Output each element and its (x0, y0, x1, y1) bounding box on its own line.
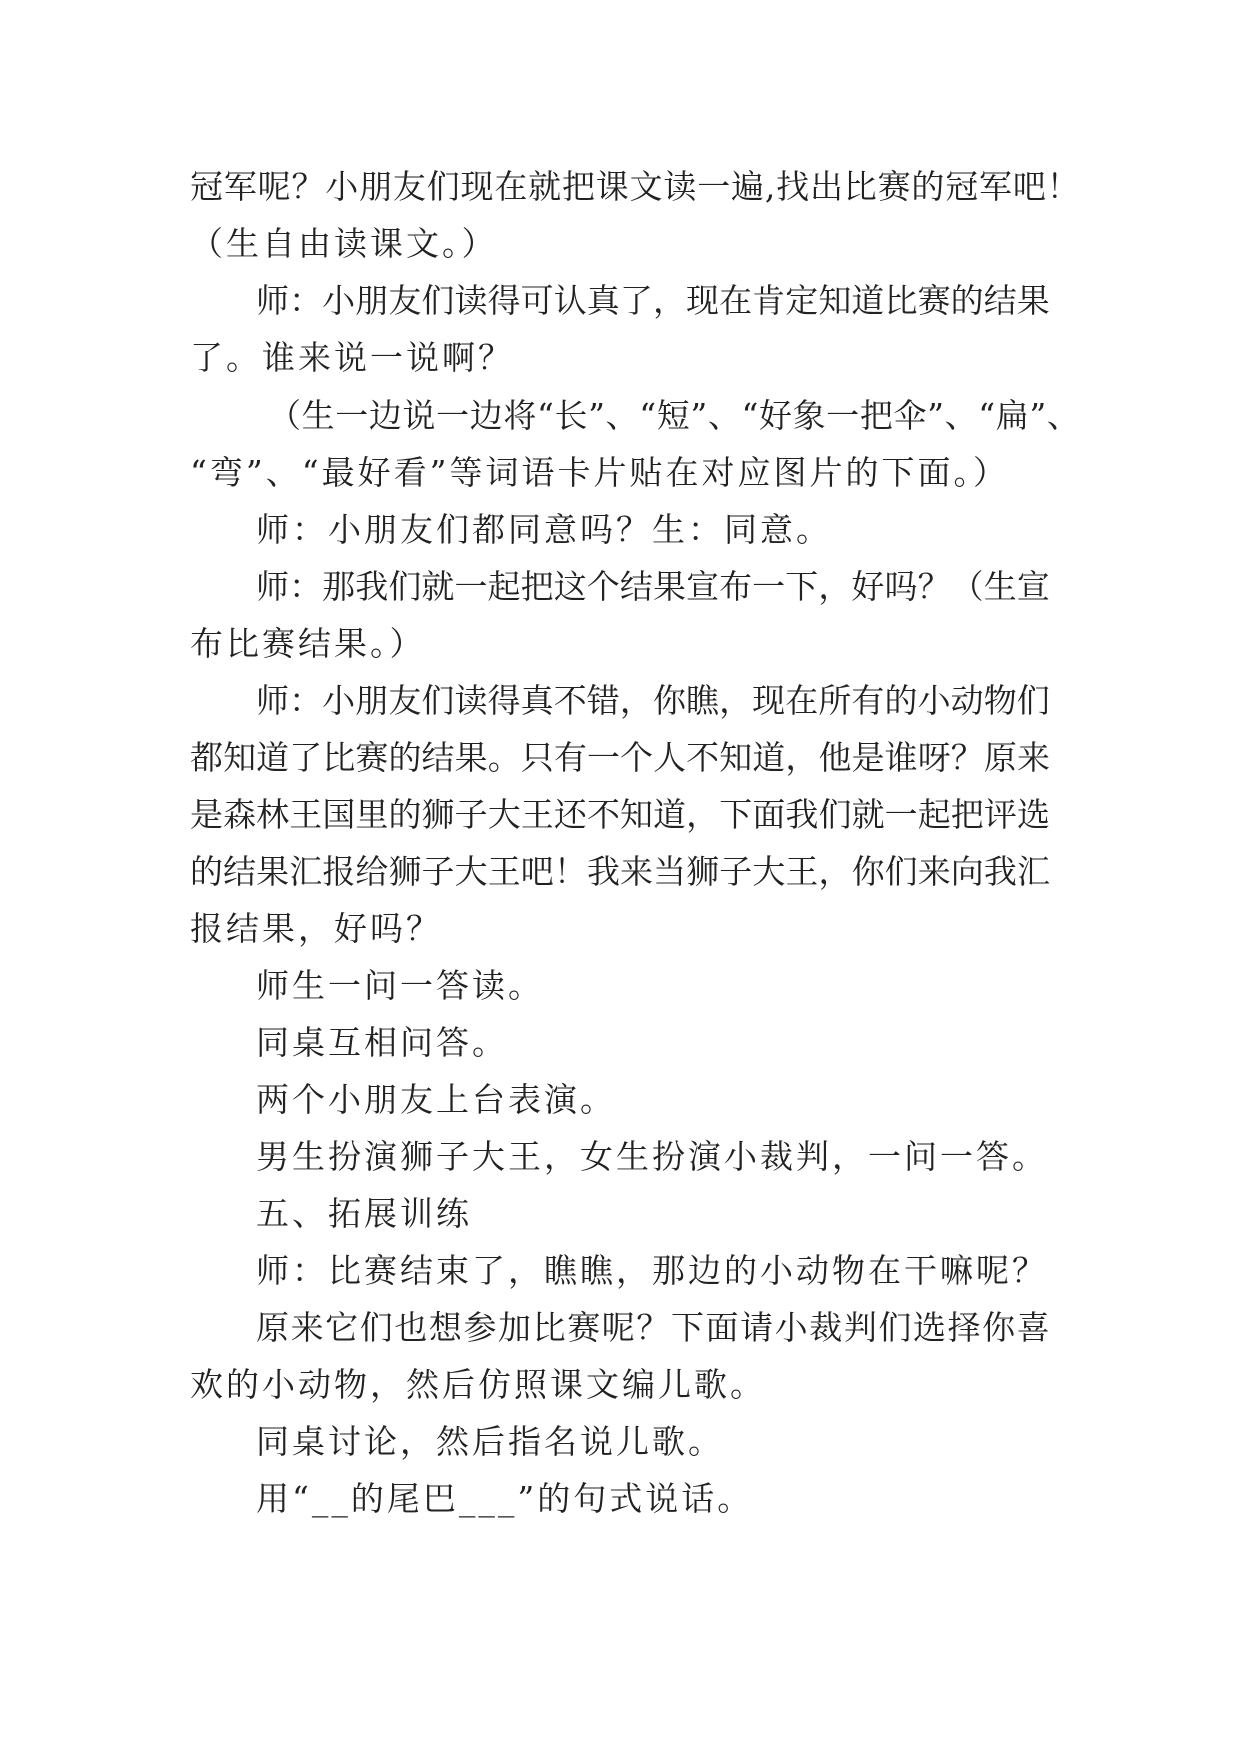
text-line: 都 知 道 了 比 赛 的 结 果 。 只 有 一 个 人 不 知 道 ， 他 是 谁 呀 ？ 原 来 (190, 738, 1050, 777)
text-line: 同桌讨论，然后指名说儿歌。 (256, 1422, 724, 1461)
text-line: “弯”、“最好看”等词语卡片贴在对应图片的下面。） (190, 453, 1009, 492)
text-line: 报结果，好吗？ (190, 909, 442, 948)
text-line: 师生一问一答读。 (256, 966, 544, 1005)
text-line: 男生扮演狮子大王，女生扮演小裁判，一问一答。 (256, 1137, 1048, 1176)
text-line: 是 森 林 王 国 里 的 狮 子 大 王 还 不 知 道 ， 下 面 我 们 就 一 起 把 评 选 (190, 795, 1050, 834)
text-line: 了。谁来说一说啊？ (190, 338, 514, 377)
text-line: 同桌互相问答。 (256, 1023, 508, 1062)
text-line: 师 ： 小 朋 友 们 读 得 可 认 真 了 ， 现 在 肯 定 知 道 比 赛 的 结 果 (256, 281, 1050, 320)
text-line: 欢的小动物，然后仿照课文编儿歌。 (190, 1365, 766, 1404)
text-line: 师 ： 小 朋 友 们 读 得 真 不 错 ， 你 瞧 ， 现 在 所 有 的 小 动 物 们 (256, 681, 1050, 720)
text-line: 用“__的尾巴___”的句式说话。 (256, 1479, 754, 1518)
text-line: 师：小朋友们都同意吗？生：同意。 (256, 510, 832, 549)
text-line: 两个小朋友上台表演。 (256, 1080, 616, 1119)
text-line: 师 ： 那 我 们 就 一 起 把 这 个 结 果 宣 布 一 下 ， 好 吗 ？ （ 生 宣 (256, 567, 1050, 606)
section-heading: 五、拓展训练 (256, 1194, 472, 1233)
text-line: 原 来 它 们 也 想 参 加 比 赛 呢 ？ 下 面 请 小 裁 判 们 选 择 你 喜 (256, 1308, 1050, 1347)
text-line: （ 生 一 边 说 一 边 将 “ 长 ” 、 “ 短 ” 、 “ 好 象 一 把 伞 ” 、 “ 扁 ” 、 (268, 396, 1080, 435)
text-line: 冠 军 呢 ？ 小 朋 友 们 现 在 就 把 课 文 读 一 遍 , 找 出 比 赛 的 冠 军 吧 ！ (190, 167, 1080, 206)
text-line: 师：比赛结束了，瞧瞧，那边的小动物在干嘛呢？ (256, 1251, 1048, 1290)
text-line: 布比赛结果。） (190, 624, 426, 663)
text-line: （生自由读课文。） (190, 224, 498, 263)
text-line: 的 结 果 汇 报 给 狮 子 大 王 吧 ！ 我 来 当 狮 子 大 王 ， 你 们 来 向 我 汇 (190, 852, 1050, 891)
